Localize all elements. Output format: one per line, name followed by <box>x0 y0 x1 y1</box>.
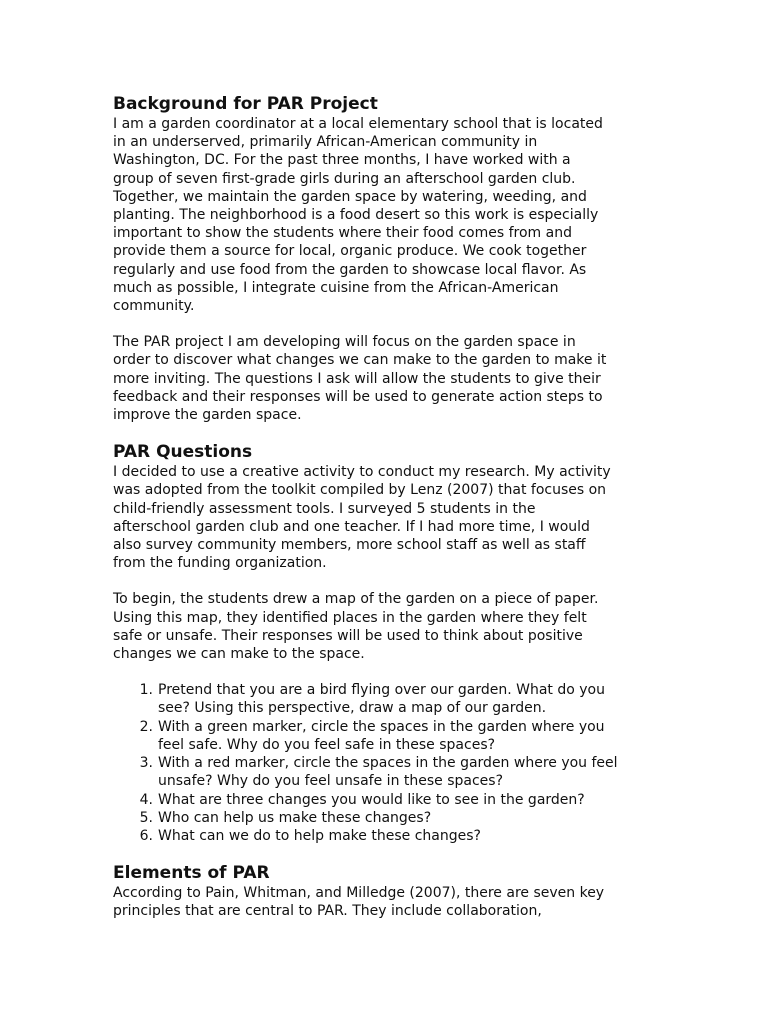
list-item <box>113 754 658 790</box>
document-body <box>113 93 658 921</box>
paragraph-questions-1: I decided to use a creative activity to conduct my research. My activity was adopted from the toolkit compiled by Lenz (2007) that focuses on child-friendly assessment tools. I surveyed 5 students in the afterschool garden club and one teacher. If I had more time, I would also survey community members, more school staff as well as staff from the funding organization. <box>113 464 611 572</box>
list-number: 2. <box>139 718 153 735</box>
list-item <box>113 681 658 717</box>
list-text: Who can help us make these changes? <box>158 809 432 826</box>
heading-par-questions: PAR Questions <box>113 442 253 463</box>
list-number: 3. <box>139 755 153 772</box>
list-number: 1. <box>139 682 153 699</box>
list-item <box>113 809 658 827</box>
heading-background: Background for PAR Project <box>113 94 378 114</box>
paragraph-background-2: The PAR project I am developing will focus on the garden space in order to discover what changes we can make to the garden to make it more inviting. The questions I ask will allow the students to give their feedback and their responses will be used to generate action steps to improve the garden space. <box>113 334 607 424</box>
list-text: What can we do to help make these changes? <box>158 827 481 844</box>
paragraph-elements-1: According to Pain, Whitman, and Milledge (2007), there are seven key principles that are central to PAR. They include collaboration, <box>113 885 605 920</box>
list-number: 4. <box>139 791 153 808</box>
list-text: Pretend that you are a bird flying over our garden. What do you see? Using this perspective, draw a map of our garden. <box>158 682 605 717</box>
list-item <box>113 791 658 809</box>
list-text: What are three changes you would like to see in the garden? <box>158 791 585 808</box>
list-item <box>113 718 658 754</box>
list-number: 5. <box>139 809 153 826</box>
question-list <box>113 681 658 845</box>
list-item <box>113 827 658 845</box>
list-number: 6. <box>139 827 153 844</box>
paragraph-questions-2: To begin, the students drew a map of the garden on a piece of paper. Using this map, they identified places in the garden where they felt safe or unsafe. Their responses will be used to think about positive changes we can make to the space. <box>113 591 599 663</box>
heading-elements-of-par: Elements of PAR <box>113 863 270 884</box>
list-text: With a red marker, circle the spaces in the garden where you feel unsafe? Why do you feel unsafe in these spaces? <box>158 755 618 790</box>
paragraph-background-1: I am a garden coordinator at a local elementary school that is located in an underserved, primarily African-American community in Washington, DC. For the past three months, I have worked with a group of seven first-grade girls during an afterschool garden club. Together, we maintain the garden space by watering, weeding, and planting. The neighborhood is a food desert so this work is especially important to show the students where their food comes from and provide them a source for local, organic produce. We cook together regularly and use food from the garden to showcase local flavor. As much as possible, I integrate cuisine from the African-American community. <box>113 116 603 315</box>
list-text: With a green marker, circle the spaces in the garden where you feel safe. Why do you feel safe in these spaces? <box>158 718 605 753</box>
